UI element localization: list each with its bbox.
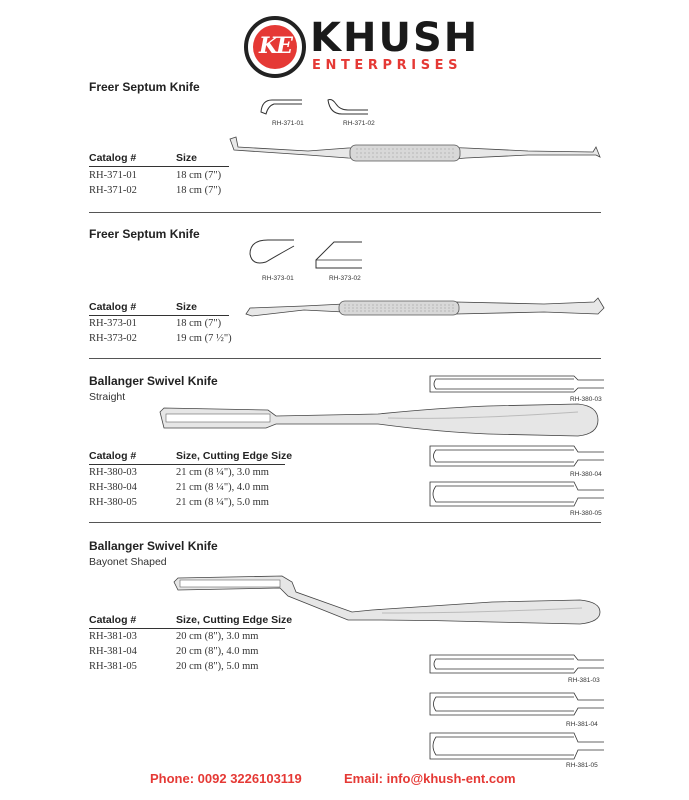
section-divider	[89, 212, 601, 213]
catalog-cell: RH-373-02	[89, 333, 137, 344]
product-title: Ballanger Swivel Knife	[89, 374, 218, 388]
size-cell: 21 cm (8 ¼"), 5.0 mm	[176, 497, 269, 508]
catalog-header: Catalog #	[89, 450, 137, 462]
table-header-rule	[89, 166, 229, 167]
blade-tip-illustration	[428, 652, 604, 676]
tip-label: RH-371-02	[343, 120, 375, 127]
table-header-rule	[89, 315, 229, 316]
tip-label: RH-381-05	[566, 762, 598, 769]
product-subtitle: Bayonet Shaped	[89, 556, 167, 568]
footer-email[interactable]: Email: info@khush-ent.com	[344, 771, 516, 786]
blade-tip-illustration	[428, 444, 604, 468]
size-cell: 20 cm (8"), 5.0 mm	[176, 661, 259, 672]
instrument-illustration	[244, 290, 608, 324]
blade-tip-illustration	[246, 236, 298, 272]
catalog-header: Catalog #	[89, 614, 137, 626]
size-cell: 18 cm (7")	[176, 170, 222, 181]
product-title: Freer Septum Knife	[89, 80, 200, 94]
catalog-cell: RH-380-05	[89, 497, 137, 508]
footer-phone: Phone: 0092 3226103119	[150, 771, 302, 786]
size-header: Size, Cutting Edge Size	[176, 614, 293, 626]
size-cell: 18 cm (7")	[176, 185, 222, 196]
brand-name: KHUSH	[310, 15, 480, 61]
size-cell: 20 cm (8"), 3.0 mm	[176, 631, 259, 642]
size-cell: 18 cm (7")	[176, 318, 222, 329]
tip-label: RH-381-04	[566, 721, 598, 728]
table-header-rule	[89, 628, 285, 629]
size-header: Size, Cutting Edge Size	[176, 450, 293, 462]
tip-label: RH-371-01	[272, 120, 304, 127]
blade-tip-illustration	[258, 98, 308, 120]
blade-tip-illustration	[322, 96, 372, 120]
catalog-cell: RH-371-01	[89, 170, 137, 181]
logo-monogram: KE	[259, 33, 291, 59]
size-header: Size	[176, 301, 198, 313]
catalog-cell: RH-381-05	[89, 661, 137, 672]
product-title: Freer Septum Knife	[89, 227, 200, 241]
blade-tip-illustration	[428, 730, 604, 762]
tip-label: RH-380-03	[570, 396, 602, 403]
instrument-illustration	[158, 398, 604, 444]
catalog-cell: RH-381-04	[89, 646, 137, 657]
size-cell: 19 cm (7 ½")	[176, 333, 232, 344]
blade-tip-illustration	[428, 480, 604, 508]
tip-label: RH-373-02	[329, 275, 361, 282]
blade-tip-illustration	[428, 690, 604, 718]
size-header: Size	[176, 152, 198, 164]
brand-tagline: ENTERPRISES	[312, 58, 463, 73]
catalog-cell: RH-371-02	[89, 185, 137, 196]
blade-tip-illustration	[428, 374, 604, 394]
tip-label: RH-380-05	[570, 510, 602, 517]
tip-label: RH-380-04	[570, 471, 602, 478]
catalog-header: Catalog #	[89, 301, 137, 313]
tip-label: RH-373-01	[262, 275, 294, 282]
section-divider	[89, 522, 601, 523]
logo-emblem	[244, 16, 306, 78]
product-title: Ballanger Swivel Knife	[89, 539, 218, 553]
size-cell: 20 cm (8"), 4.0 mm	[176, 646, 259, 657]
blade-tip-illustration	[310, 238, 370, 272]
table-header-rule	[89, 464, 285, 465]
product-subtitle: Straight	[89, 391, 126, 403]
section-divider	[89, 358, 601, 359]
tip-label: RH-381-03	[568, 677, 600, 684]
catalog-header: Catalog #	[89, 152, 137, 164]
size-cell: 21 cm (8 ¼"), 3.0 mm	[176, 467, 269, 478]
instrument-illustration	[228, 135, 608, 171]
catalog-cell: RH-381-03	[89, 631, 137, 642]
catalog-cell: RH-380-03	[89, 467, 137, 478]
catalog-cell: RH-380-04	[89, 482, 137, 493]
instrument-illustration	[172, 566, 604, 626]
catalog-cell: RH-373-01	[89, 318, 137, 329]
size-cell: 21 cm (8 ¼"), 4.0 mm	[176, 482, 269, 493]
